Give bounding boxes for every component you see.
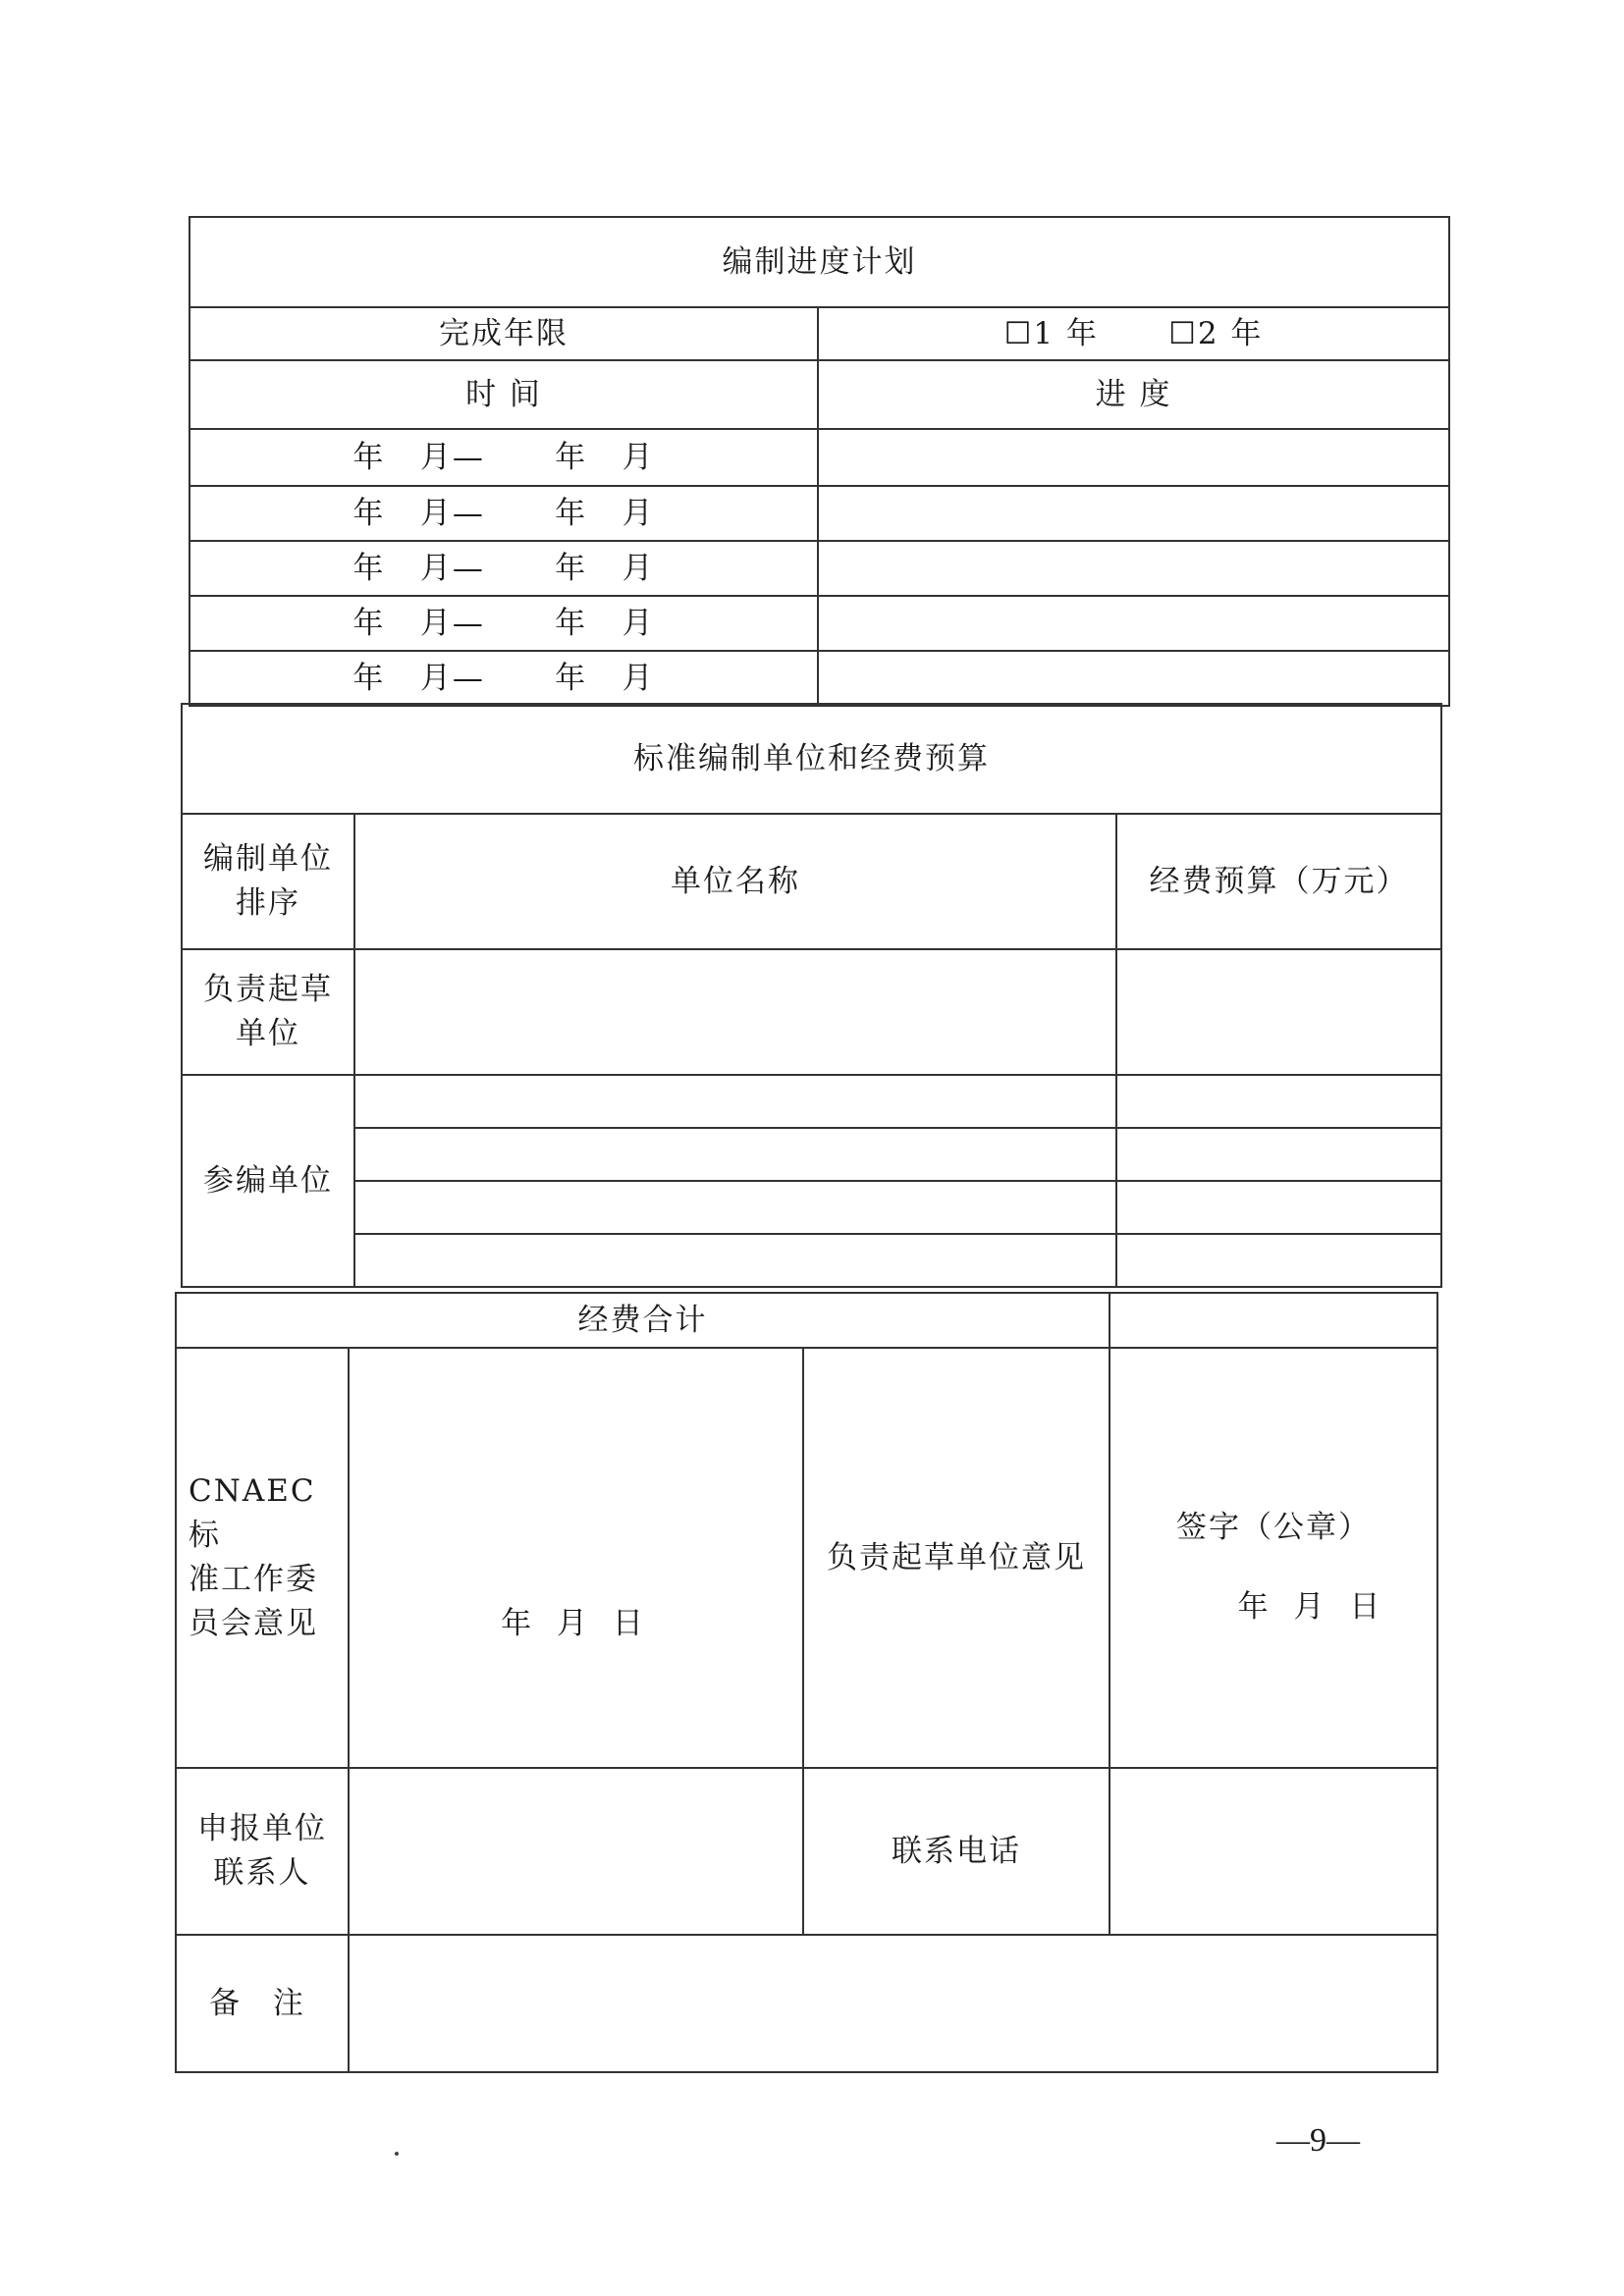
budget-title: 标准编制单位和经费预算 xyxy=(182,704,1441,814)
participant-name-cell[interactable] xyxy=(354,1075,1116,1128)
time-range-cell: 年 月— 年 月 xyxy=(189,486,818,541)
progress-cell[interactable] xyxy=(818,541,1449,596)
option-1-label: 1 年 xyxy=(1033,315,1099,351)
approval-table xyxy=(175,1292,1438,2073)
option-1-checkbox[interactable]: ☐ xyxy=(1003,315,1034,351)
time-range-cell: 年 月— 年 月 xyxy=(189,541,818,596)
duration-options xyxy=(818,307,1449,360)
lead-budget-cell[interactable] xyxy=(1116,949,1441,1075)
col-time-header: 时 间 xyxy=(189,360,818,429)
progress-cell[interactable] xyxy=(818,486,1449,541)
duration-label: 完成年限 xyxy=(189,307,818,360)
applicant-contact-label: 申报单位 联系人 xyxy=(176,1768,349,1935)
col-budget-header: 经费预算（万元） xyxy=(1116,814,1441,949)
scan-speck xyxy=(395,2152,399,2156)
total-label: 经费合计 xyxy=(176,1293,1110,1348)
applicant-contact-cell[interactable] xyxy=(349,1768,803,1935)
participant-budget-cell[interactable] xyxy=(1116,1128,1441,1181)
progress-cell[interactable] xyxy=(818,651,1449,706)
page-number: —9— xyxy=(1276,2122,1360,2159)
col-progress-header: 进 度 xyxy=(818,360,1449,429)
lead-unit-name-cell[interactable] xyxy=(354,949,1116,1075)
drafter-opinion-label: 负责起草单位意见 xyxy=(803,1348,1110,1768)
signature-cell[interactable] xyxy=(1110,1348,1437,1768)
progress-cell[interactable] xyxy=(818,429,1449,486)
participant-name-cell[interactable] xyxy=(354,1128,1116,1181)
participant-name-cell[interactable] xyxy=(354,1181,1116,1234)
progress-cell[interactable] xyxy=(818,596,1449,651)
remarks-label: 备 注 xyxy=(176,1935,349,2072)
schedule-table xyxy=(189,216,1450,707)
participant-budget-cell[interactable] xyxy=(1116,1075,1441,1128)
participants-label: 参编单位 xyxy=(182,1075,354,1287)
committee-opinion-label: CNAEC 标 准工作委 员会意见 xyxy=(176,1348,349,1768)
phone-cell[interactable] xyxy=(1110,1768,1437,1935)
col-order-header: 编制单位 排序 xyxy=(182,814,354,949)
signature-date: 年 月 日 xyxy=(1237,1588,1388,1625)
remarks-cell[interactable] xyxy=(349,1935,1437,2072)
participant-name-cell[interactable] xyxy=(354,1234,1116,1287)
lead-drafter-label: 负责起草 单位 xyxy=(182,949,354,1075)
option-2-checkbox[interactable]: ☐ xyxy=(1168,315,1198,351)
budget-table xyxy=(181,703,1442,1288)
time-range-cell: 年 月— 年 月 xyxy=(189,429,818,486)
signature-label: 签字（公章） xyxy=(1176,1510,1372,1545)
participant-budget-cell[interactable] xyxy=(1116,1181,1441,1234)
committee-date: 年 月 日 xyxy=(501,1606,651,1641)
participant-budget-cell[interactable] xyxy=(1116,1234,1441,1287)
phone-label: 联系电话 xyxy=(803,1768,1110,1935)
col-unit-name-header: 单位名称 xyxy=(354,814,1116,949)
option-2-label: 2 年 xyxy=(1197,315,1264,351)
time-range-cell: 年 月— 年 月 xyxy=(189,651,818,706)
total-value-cell[interactable] xyxy=(1110,1293,1437,1348)
committee-opinion-cell[interactable] xyxy=(349,1348,803,1768)
schedule-title: 编制进度计划 xyxy=(189,217,1449,307)
time-range-cell: 年 月— 年 月 xyxy=(189,596,818,651)
